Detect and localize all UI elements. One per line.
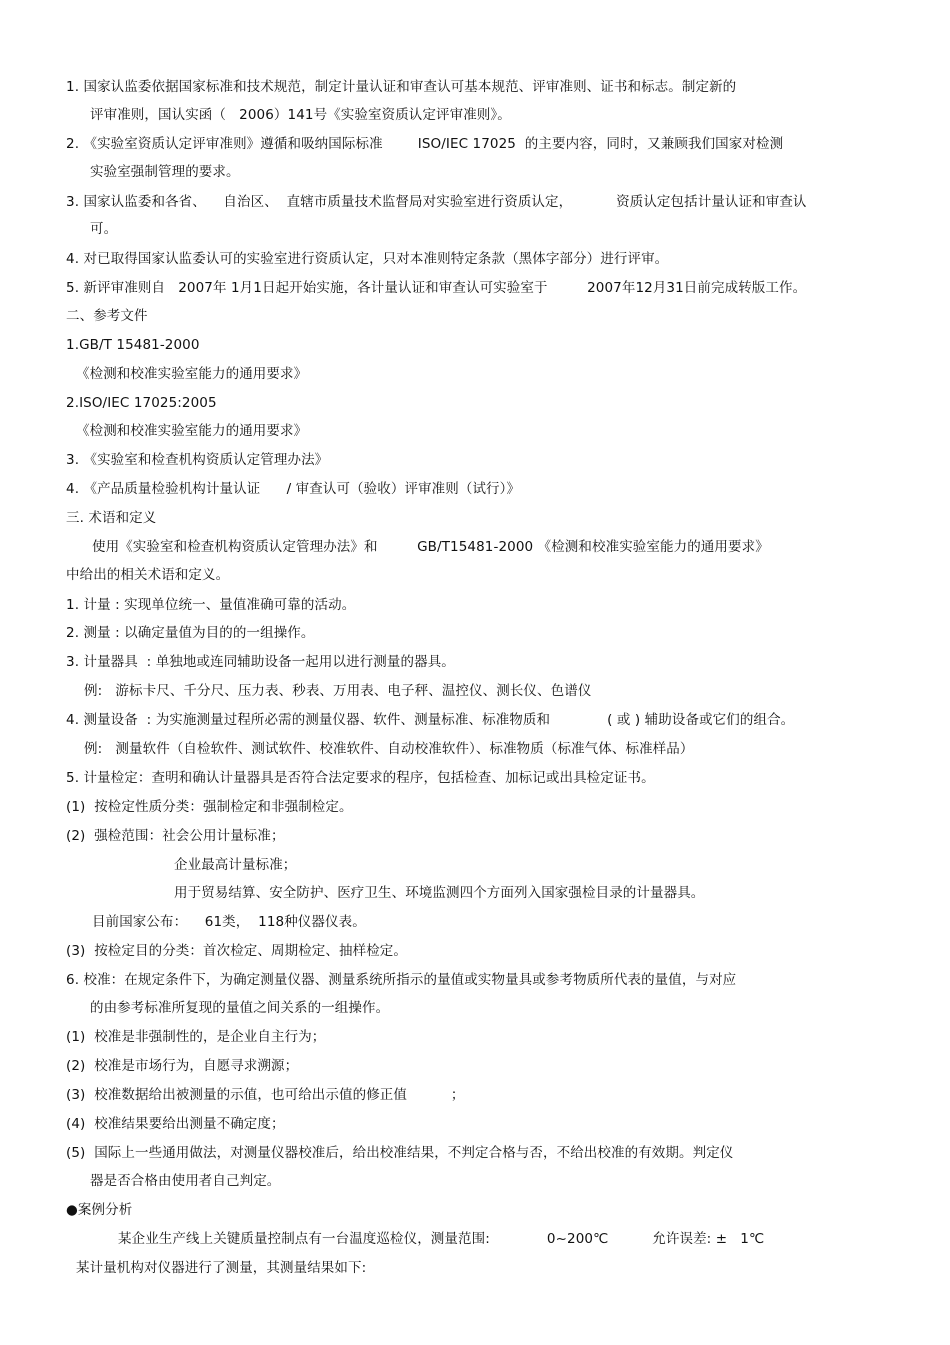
reference-title: 《检测和校准实验室能力的通用要求》: [76, 423, 308, 439]
paragraph-line: 1. 国家认监委依据国家标准和技术规范，制定计量认证和审查认可基本规范、评审准则、证书和标志。制定新的: [66, 79, 737, 95]
definition-item: 4. 测量设备 : 为实施测量过程所必需的测量仪器、软件、测量标准、标准物质和 ( 或 ) 辅助设备或它们的组合。: [66, 712, 795, 728]
definition-item: 5. 计量检定：查明和确认计量器具是否符合法定要求的程序，包括检查、加标记或出具检定证书。: [66, 770, 655, 786]
bullet-icon: ●: [66, 1202, 78, 1218]
section-heading: 三. 术语和定义: [66, 510, 157, 526]
reference-item: 2.ISO/IEC 17025:2005: [66, 395, 217, 411]
definition-item: 2. 测量 : 以确定量值为目的的一组操作。: [66, 625, 315, 641]
sub-item: (2) 强检范围：社会公用计量标准；: [66, 828, 285, 844]
sub-item: (2) 校准是市场行为，自愿寻求溯源；: [66, 1058, 299, 1074]
reference-item: 4. 《产品质量检验机构计量认证 / 审查认可（验收）评审准则（试行）》: [66, 481, 521, 497]
paragraph-line: 4. 对已取得国家认监委认可的实验室进行资质认定，只对本准则特定条款（黑体字部分）进行评审。: [66, 251, 669, 267]
sub-item: (3) 校准数据给出被测量的示值，也可给出示值的修正值 ；: [66, 1087, 465, 1103]
reference-item: 3. 《实验室和检查机构资质认定管理办法》: [66, 452, 329, 468]
paragraph-line: 2. 《实验室资质认定评审准则》遵循和吸纳国际标准 ISO/IEC 17025 的主要内容，同时，又兼顾我们国家对检测: [66, 136, 784, 152]
sub-item: (1) 校准是非强制性的，是企业自主行为；: [66, 1029, 326, 1045]
example-line: 例: 测量软件（自检软件、测试软件、校准软件、自动校准软件）、标准物质（标准气体、标准样品）: [84, 741, 694, 757]
sub-item: (3) 按检定目的分类：首次检定、周期检定、抽样检定。: [66, 943, 408, 959]
definition-item: 6. 校准：在规定条件下，为确定测量仪器、测量系统所指示的量值或实物量具或参考物质所代表的量值，与对应: [66, 972, 737, 988]
reference-item: 1.GB/T 15481-2000: [66, 337, 200, 353]
paragraph-line: 5. 新评审准则自 2007年 1月1日起开始实施，各计量认证和审查认可实验室于 2007年12月31日前完成转版工作。: [66, 280, 807, 296]
definition-item: 3. 计量器具 : 单独地或连同辅助设备一起用以进行测量的器具。: [66, 654, 455, 670]
sub-item: (1) 按检定性质分类：强制检定和非强制检定。: [66, 799, 353, 815]
paragraph-line: 的由参考标准所复现的量值之间关系的一组操作。: [90, 1000, 390, 1016]
example-line: 例: 游标卡尺、千分尺、压力表、秒表、万用表、电子秤、温控仪、测长仪、色谱仪: [84, 683, 592, 699]
section-heading: 二、参考文件: [66, 308, 148, 324]
paragraph-line: 某企业生产线上关键质量控制点有一台温度巡检仪，测量范围: 0~200℃ 允许误差: ± 1℃: [118, 1231, 765, 1247]
sub-item: (4) 校准结果要给出测量不确定度；: [66, 1116, 285, 1132]
sub-item-continuation: 用于贸易结算、安全防护、医疗卫生、环境监测四个方面列入国家强检目录的计量器具。: [174, 885, 705, 901]
paragraph-line: 器是否合格由使用者自己判定。: [90, 1173, 281, 1189]
paragraph-line: 实验室强制管理的要求。: [90, 164, 240, 180]
paragraph-line: 可。: [90, 221, 118, 237]
paragraph-line: 某计量机构对仪器进行了测量，其测量结果如下:: [76, 1260, 367, 1276]
sub-item: (5) 国际上一些通用做法，对测量仪器校准后，给出校准结果，不判定合格与否，不给出校准的有效期。判定仪: [66, 1145, 734, 1161]
case-heading-label: 案例分析: [77, 1202, 133, 1218]
case-heading: [66, 1201, 132, 1219]
definition-item: 1. 计量 : 实现单位统一、量值准确可靠的活动。: [66, 597, 356, 613]
paragraph-line: 中给出的相关术语和定义。: [66, 567, 230, 583]
paragraph-line: 目前国家公布： 61类， 118种仪器仪表。: [92, 914, 366, 930]
paragraph-line: 使用《实验室和检查机构资质认定管理办法》和 GB/T15481-2000 《检测和校准实验室能力的通用要求》: [92, 539, 769, 555]
paragraph-line: 3. 国家认监委和各省、 自治区、 直辖市质量技术监督局对实验室进行资质认定， 资质认定包括计量认证和审查认: [66, 194, 807, 210]
paragraph-line: 评审准则，国认实函（ 2006）141号《实验室资质认定评审准则》。: [90, 107, 511, 123]
sub-item-continuation: 企业最高计量标准；: [174, 857, 297, 873]
reference-title: 《检测和校准实验室能力的通用要求》: [76, 366, 308, 382]
